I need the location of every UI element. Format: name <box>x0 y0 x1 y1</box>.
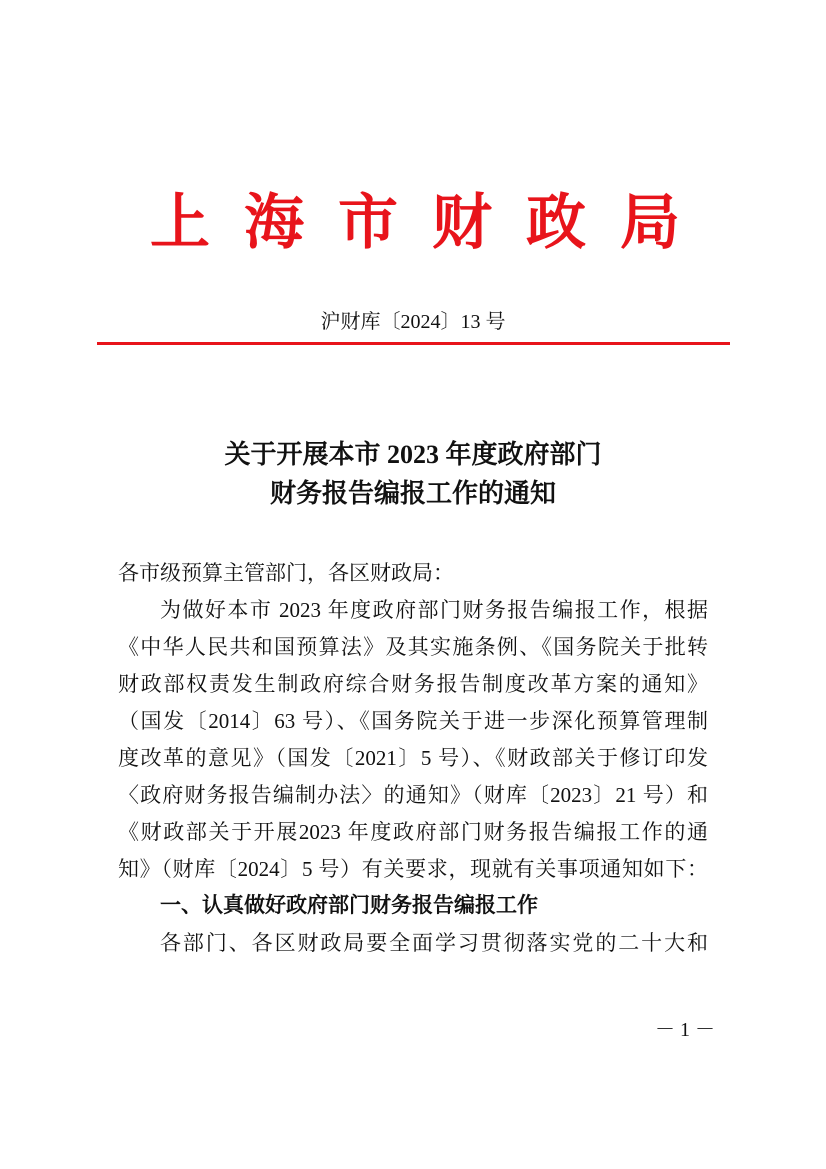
org-char: 财 <box>432 190 492 256</box>
org-char: 政 <box>526 190 586 256</box>
title-line-2: 财务报告编报工作的通知 <box>269 479 556 508</box>
paragraph-line: （国发〔2014〕63 号）、《国务院关于进一步深化预算管理制 <box>118 709 708 733</box>
paragraph-line: 为做好本市 2023 年度政府部门财务报告编报工作，根据 <box>160 598 708 622</box>
paragraph-line: 〈政府财务报告编制办法〉的通知》（财库〔2023〕21 号）和 <box>118 783 708 807</box>
org-char: 市 <box>338 190 398 256</box>
addressee: 各市级预算主管部门，各区财政局： <box>118 561 454 585</box>
page-number: － 1 － <box>655 1019 715 1041</box>
org-char: 局 <box>620 190 680 256</box>
issuing-organization-header <box>150 188 680 258</box>
red-divider <box>97 342 730 345</box>
paragraph-line: 度改革的意见》（国发〔2021〕5 号）、《财政部关于修订印发 <box>118 746 708 770</box>
org-char: 海 <box>244 190 304 256</box>
paragraph-line: 知》（财库〔2024〕5 号）有关要求，现就有关事项通知如下： <box>118 857 708 881</box>
paragraph-line: 财政部权责发生制政府综合财务报告制度改革方案的通知》 <box>118 672 708 696</box>
document-number: 沪财库〔2024〕13 号 <box>320 311 506 333</box>
section-heading: 一、认真做好政府部门财务报告编报工作 <box>160 894 538 917</box>
paragraph-line: 《中华人民共和国预算法》及其实施条例、《国务院关于批转 <box>118 635 708 659</box>
title-line-1: 关于开展本市 2023 年度政府部门 <box>224 440 602 469</box>
paragraph-line: 《财政部关于开展2023 年度政府部门财务报告编报工作的通 <box>118 820 708 844</box>
paragraph-line: 各部门、各区财政局要全面学习贯彻落实党的二十大和 <box>160 931 708 955</box>
org-char: 上 <box>150 190 210 256</box>
